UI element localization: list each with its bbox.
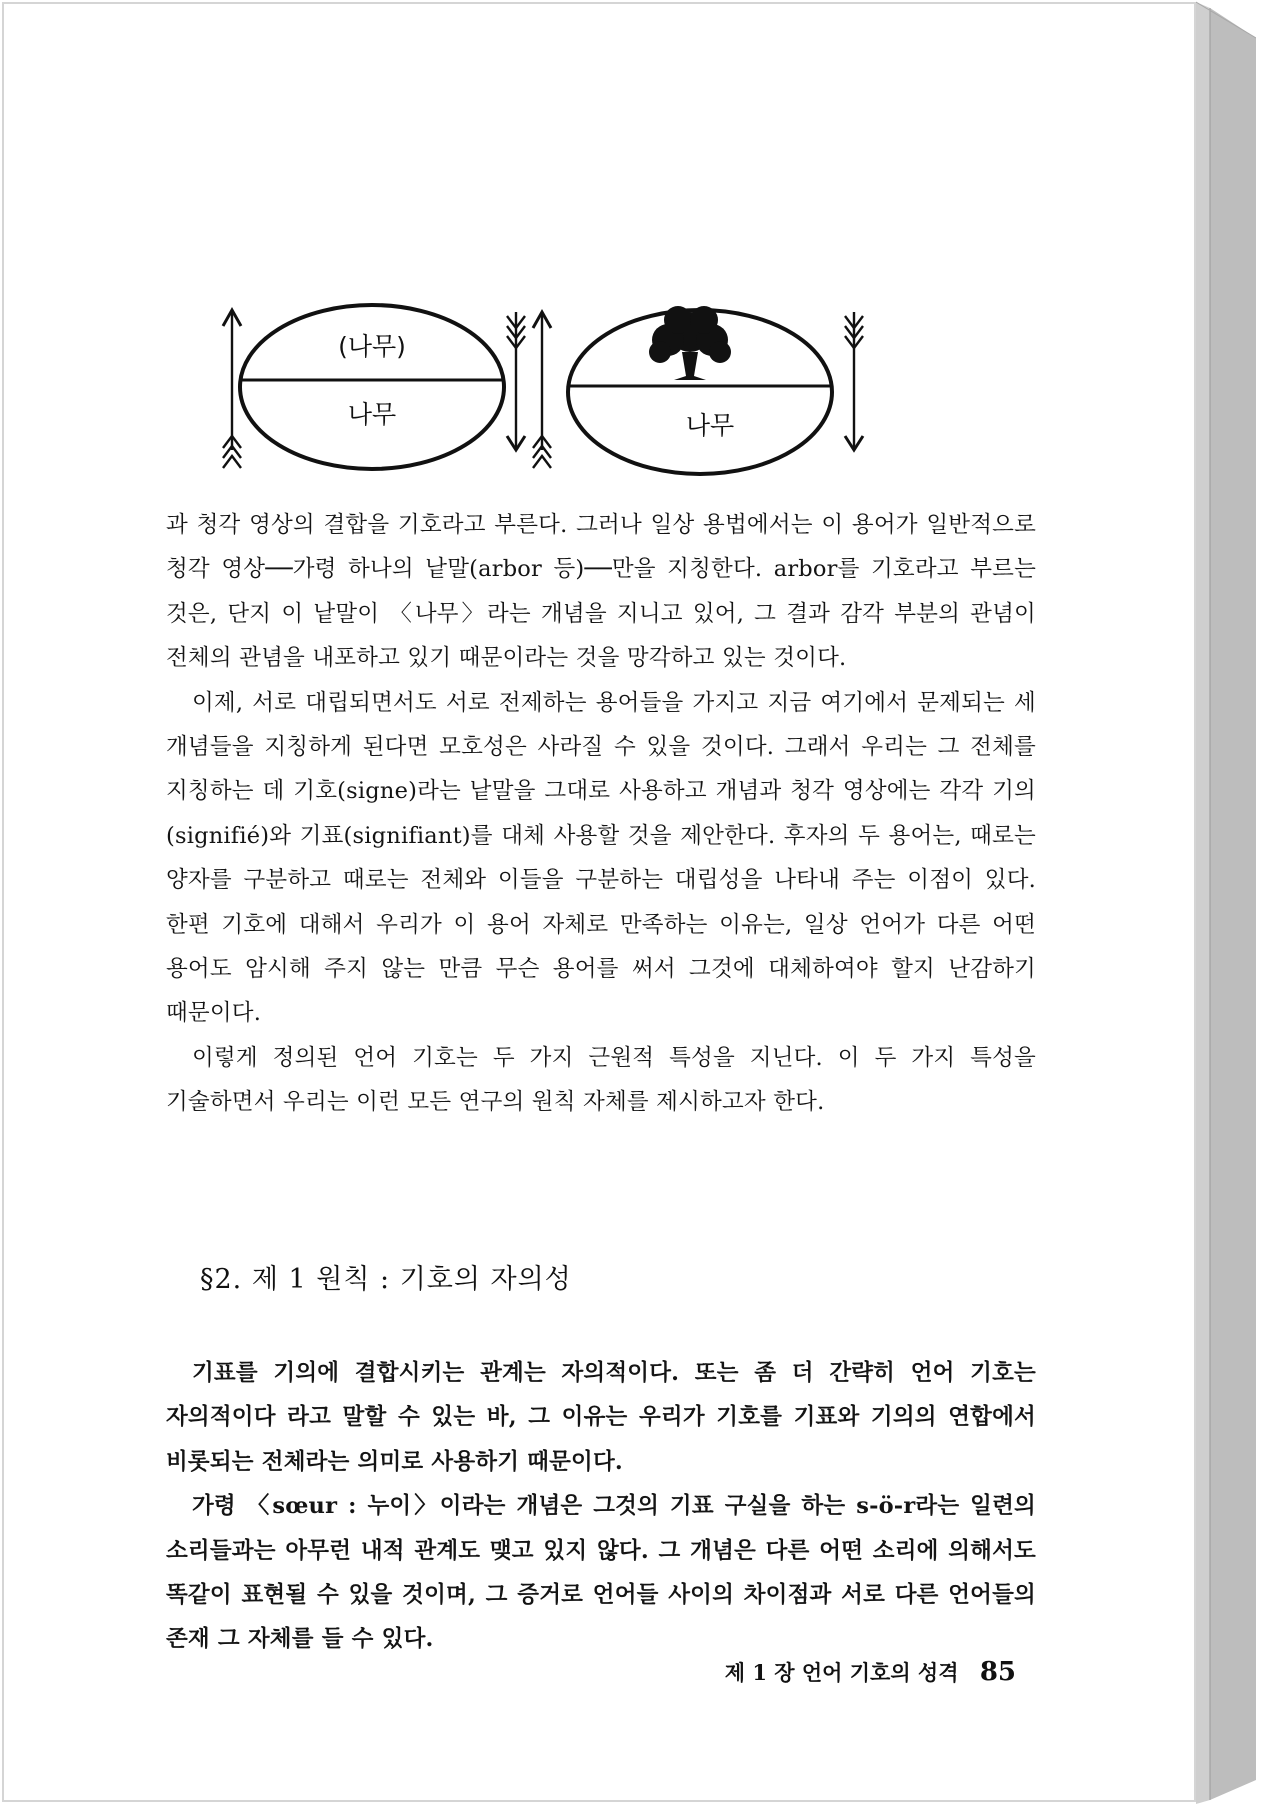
chapter-title: 제 1 장 언어 기호의 성격 (724, 1660, 959, 1685)
paragraph: 이제, 서로 대립되면서도 서로 전제하는 용어들을 가지고 지금 여기에서 문제되는 세 개념들을 지칭하게 된다면 모호성은 사라질 수 있을 것이다. 그래서 우리는 그 전체를 지칭하는 데 기호(signe)라는 낱말을 그대로 사용하고 개념과 청각 영상에는 각각 기의(signifié)와 기표(signifiant)를 대체 사용할 것을 제안한다. 후자의 두 용어는, 때로는 양자를 구분하고 때로는 전체와 이들을 구분하는 대립성을 나타내 주는 이점이 있다. 한편 기호에 대해서 우리가 이 용어 자체로 만족하는 이유는, 일상 언어가 다른 어떤 용어도 암시해 주지 않는 만큼 무슨 용어를 써서 그것에 대체하여야 할지 난감하기 때문이다. (166, 689, 1036, 1027)
tree-icon (649, 306, 731, 380)
text-before-section (166, 503, 1036, 1125)
paragraph: 과 청각 영상의 결합을 기호라고 부른다. 그러나 일상 용법에서는 이 용어가 일반적으로 청각 영상──가령 하나의 낱말(arbor 등)──만을 지칭한다. arbor를 기호라고 부르는 것은, 단지 이 낱말이 〈나무〉라는 개념을 지니고 있어, 그 결과 감각 부분의 관념이 전체의 관념을 내포하고 있기 때문이라는 것을 망각하고 있는 것이다. (166, 512, 1036, 672)
right-signifier-label: 나무 (685, 411, 735, 440)
paragraph: 이렇게 정의된 언어 기호는 두 가지 근원적 특성을 지닌다. 이 두 가지 특성을 기술하면서 우리는 이런 모든 연구의 원칙 자체를 제시하고자 한다. (166, 1044, 1036, 1116)
left-signifier-label: 나무 (347, 400, 397, 429)
middle-arrows (507, 312, 551, 468)
section-heading: §2. 제 1 원칙 : 기호의 자의성 (200, 1264, 572, 1295)
left-sign-oval (240, 305, 504, 469)
sign-diagram (220, 300, 1040, 480)
paragraph: 가령 〈sœur : 누이〉이라는 개념은 그것의 기표 구실을 하는 s-ö-r라는 일련의 소리들과는 아무런 내적 관계도 맺고 있지 않다. 그 개념은 다른 어떤 소리에 의해서도 똑같이 표현될 수 있을 것이며, 그 증거로 언어들 사이의 차이점과 서로 다른 언어들의 존재 그 자체를 들 수 있다. (166, 1493, 1036, 1653)
page-stack-edge (1196, 0, 1256, 1806)
right-sign-oval (568, 306, 832, 474)
left-signified-label: (나무) (338, 332, 406, 361)
text-after-section (166, 1351, 1036, 1662)
paragraph: 기표를 기의에 결합시키는 관계는 자의적이다. 또는 좀 더 간략히 언어 기호는 자의적이다 라고 말할 수 있는 바, 그 이유는 우리가 기호를 기표와 기의의 연합에서 비롯되는 전체라는 의미로 사용하기 때문이다. (166, 1360, 1036, 1475)
right-arrows (845, 312, 863, 450)
running-footer (676, 1657, 1016, 1687)
page-number: 85 (979, 1657, 1016, 1687)
